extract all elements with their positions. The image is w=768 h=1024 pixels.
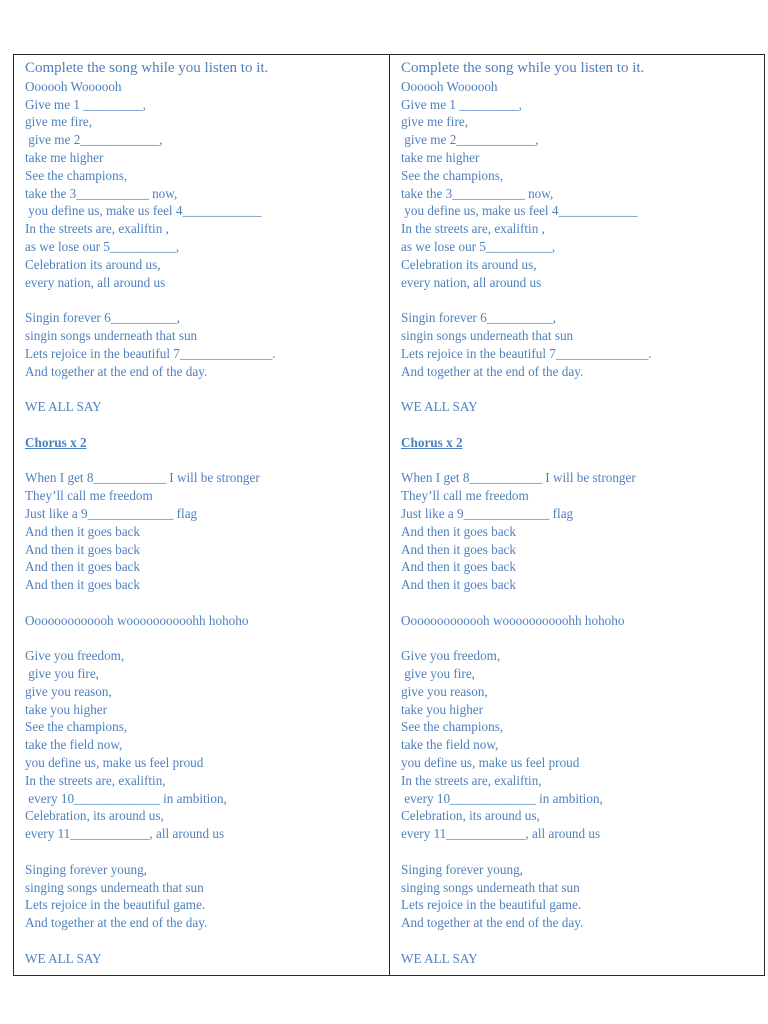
lyric-line: give me 2____________, xyxy=(401,132,539,148)
lyric-line: Celebration, its around us, xyxy=(25,808,164,824)
lyric-line: singing songs underneath that sun xyxy=(25,879,204,895)
lyric-line: every 11____________, all around us xyxy=(401,826,601,842)
lyric-line: every nation, all around us xyxy=(25,274,166,290)
lyric-line: take the field now, xyxy=(25,737,123,753)
lyric-line: singing songs underneath that sun xyxy=(401,879,580,895)
lyric-line: Singin forever 6__________, xyxy=(401,310,556,326)
lyric-line: Lets rejoice in the beautiful game. xyxy=(25,897,206,913)
lyric-line: Celebration its around us, xyxy=(401,256,537,272)
blank-line xyxy=(25,291,389,309)
lyric-line: give me fire, xyxy=(25,114,93,130)
lyric-line: every 11____________, all around us xyxy=(25,826,225,842)
lyric-line: Oooooh Woooooh xyxy=(25,78,122,94)
lyric-line: give you fire, xyxy=(401,666,475,682)
lyric-line: And then it goes back xyxy=(25,523,140,539)
chorus-heading: Chorus x 2 xyxy=(401,434,463,450)
lyric-line: you define us, make us feel proud xyxy=(25,755,204,771)
worksheet-title: Complete the song while you listen to it. xyxy=(25,60,269,76)
lyric-line: take me higher xyxy=(25,149,104,165)
blank-line xyxy=(25,630,389,648)
lyric-line: And then it goes back xyxy=(401,541,516,557)
lyric-line: Just like a 9_____________ flag xyxy=(25,505,198,521)
lyric-line: give you reason, xyxy=(25,683,112,699)
lyric-line: give me fire, xyxy=(401,114,469,130)
lyric-line: give you reason, xyxy=(401,683,488,699)
lyric-line: every 10_____________ in ambition, xyxy=(401,790,603,806)
worksheet-title: Complete the song while you listen to it. xyxy=(401,60,645,76)
blank-line xyxy=(401,932,764,950)
lyric-line: When I get 8___________ I will be stronger xyxy=(25,470,260,486)
lyric-line: take me higher xyxy=(401,149,480,165)
lyric-line: Lets rejoice in the beautiful 7______________. xyxy=(401,345,652,361)
lyric-line: And together at the end of the day. xyxy=(25,363,208,379)
lyric-line: See the champions, xyxy=(401,167,504,183)
lyric-line: give me 2____________, xyxy=(25,132,163,148)
lyric-line: Just like a 9_____________ flag xyxy=(401,505,574,521)
lyric-line: take you higher xyxy=(401,701,484,717)
lyric-line: In the streets are, exaliftin , xyxy=(25,221,169,237)
lyric-line: Give you freedom, xyxy=(401,648,501,664)
blank-line xyxy=(401,630,764,648)
lyric-line: you define us, make us feel 4____________ xyxy=(25,203,262,219)
lyric-line: take you higher xyxy=(25,701,108,717)
blank-line xyxy=(25,380,389,398)
blank-line xyxy=(25,594,389,612)
lyric-line: And then it goes back xyxy=(25,577,140,593)
lyric-line: as we lose our 5__________, xyxy=(401,238,556,254)
blank-line xyxy=(401,843,764,861)
lyric-line: take the 3___________ now, xyxy=(401,185,554,201)
lyric-line: And together at the end of the day. xyxy=(25,915,208,931)
blank-line xyxy=(401,380,764,398)
lyric-line: And together at the end of the day. xyxy=(401,915,584,931)
worksheet-column-right xyxy=(389,55,764,975)
we-all-say: WE ALL SAY xyxy=(25,399,102,415)
blank-line xyxy=(401,291,764,309)
blank-line xyxy=(25,452,389,470)
blank-line xyxy=(25,416,389,434)
lyric-line: In the streets are, exaliftin, xyxy=(25,772,166,788)
we-all-say: WE ALL SAY xyxy=(401,399,478,415)
lyric-line: See the champions, xyxy=(25,719,128,735)
lyric-line: And together at the end of the day. xyxy=(401,363,584,379)
lyric-line: Singing forever young, xyxy=(401,861,523,877)
lyric-line: And then it goes back xyxy=(401,577,516,593)
worksheet-table xyxy=(13,54,765,976)
lyric-line: Celebration, its around us, xyxy=(401,808,540,824)
lyric-line: you define us, make us feel proud xyxy=(401,755,580,771)
blank-line xyxy=(25,932,389,950)
lyric-line: Ooooooooooooh woooooooooohh hohoho xyxy=(401,612,625,628)
lyric-line: When I get 8___________ I will be stronger xyxy=(401,470,636,486)
lyric-line: Give you freedom, xyxy=(25,648,125,664)
lyric-line: Singing forever young, xyxy=(25,861,147,877)
lyric-line: They’ll call me freedom xyxy=(25,488,153,504)
blank-line xyxy=(401,416,764,434)
lyric-line: every 10_____________ in ambition, xyxy=(25,790,227,806)
lyric-line: See the champions, xyxy=(25,167,128,183)
lyric-line: take the field now, xyxy=(401,737,499,753)
lyric-line: Ooooooooooooh woooooooooohh hohoho xyxy=(25,612,249,628)
blank-line xyxy=(401,594,764,612)
worksheet-column-left xyxy=(14,55,389,975)
lyric-line: See the champions, xyxy=(401,719,504,735)
lyric-line: And then it goes back xyxy=(401,523,516,539)
lyric-line: you define us, make us feel 4____________ xyxy=(401,203,638,219)
lyric-line: In the streets are, exaliftin, xyxy=(401,772,542,788)
lyric-line: They’ll call me freedom xyxy=(401,488,529,504)
lyric-line: Singin forever 6__________, xyxy=(25,310,180,326)
lyric-line: give you fire, xyxy=(25,666,99,682)
lyric-line: And then it goes back xyxy=(25,559,140,575)
lyric-line: take the 3___________ now, xyxy=(25,185,178,201)
we-all-say: WE ALL SAY xyxy=(25,950,102,966)
lyric-line: Oooooh Woooooh xyxy=(401,78,498,94)
lyric-line: Give me 1 _________, xyxy=(401,96,522,112)
lyric-line: every nation, all around us xyxy=(401,274,542,290)
lyric-line: Give me 1 _________, xyxy=(25,96,146,112)
blank-line xyxy=(25,843,389,861)
lyric-line: And then it goes back xyxy=(25,541,140,557)
lyric-line: singin songs underneath that sun xyxy=(401,327,574,343)
lyric-line: Celebration its around us, xyxy=(25,256,161,272)
blank-line xyxy=(401,452,764,470)
chorus-heading: Chorus x 2 xyxy=(25,434,87,450)
lyric-line: In the streets are, exaliftin , xyxy=(401,221,545,237)
lyric-line: Lets rejoice in the beautiful 7______________. xyxy=(25,345,276,361)
we-all-say: WE ALL SAY xyxy=(401,950,478,966)
lyric-line: singin songs underneath that sun xyxy=(25,327,198,343)
lyric-line: Lets rejoice in the beautiful game. xyxy=(401,897,582,913)
lyric-line: And then it goes back xyxy=(401,559,516,575)
lyric-line: as we lose our 5__________, xyxy=(25,238,180,254)
